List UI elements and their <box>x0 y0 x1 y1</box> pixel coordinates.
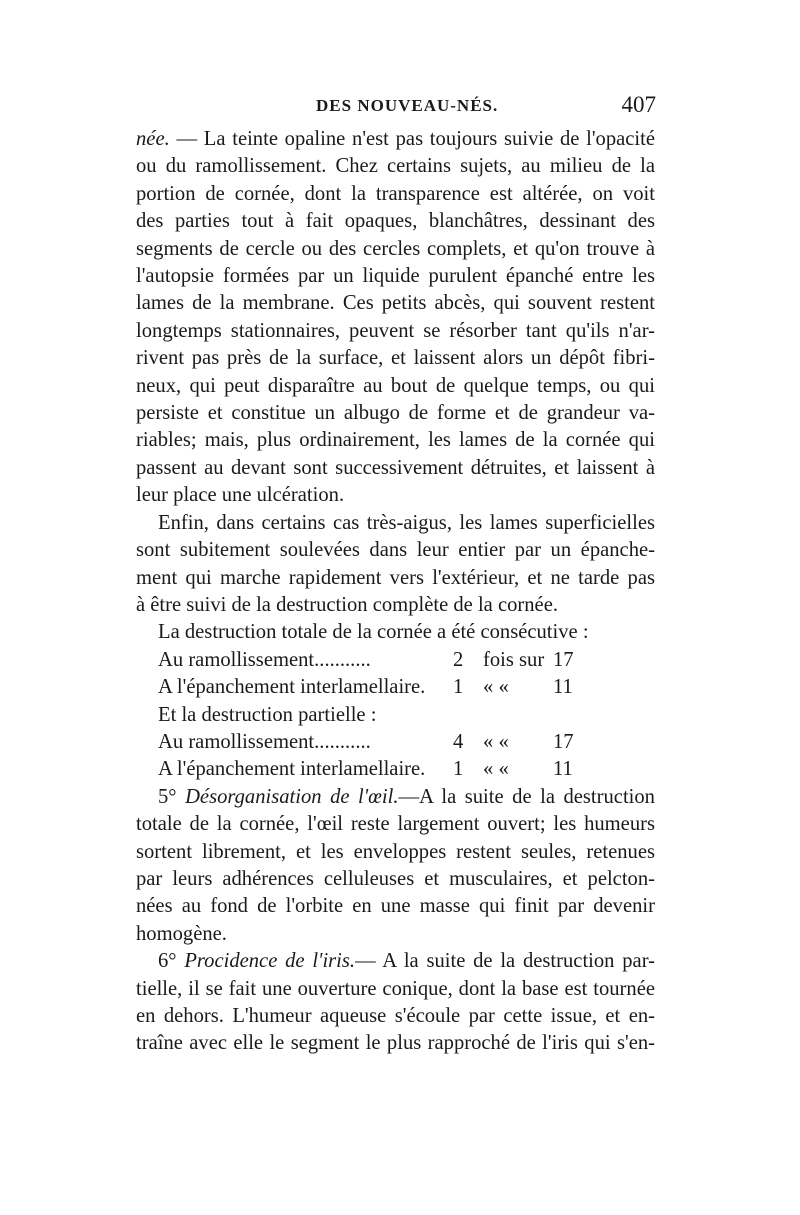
stats-total: 17 <box>553 730 574 753</box>
text-line: en dehors. L'humeur aqueuse s'écoule par cette issue, et en- <box>136 1005 655 1027</box>
stats-label: A l'épanchement interlamellaire. <box>158 676 426 699</box>
text-line: leur place une ulcération. <box>136 484 345 507</box>
text-line: sont subitement soulevées dans leur entier par un épanche- <box>136 539 655 562</box>
text-line: segments de cercle ou des cercles complets, et qu'on trouve à <box>136 237 655 260</box>
stats-unit: « « <box>483 676 509 699</box>
stats-row <box>136 756 655 783</box>
text-line: des parties tout à fait opaques, blanchâtres, dessinant des <box>136 210 655 233</box>
stats-unit: fois sur <box>483 648 545 671</box>
text-line: à être suivi de la destruction complète de la cornée. <box>136 593 558 616</box>
text-line: ou du ramollissement. Chez certains sujets, au milieu de la <box>136 155 655 178</box>
stats-total: 11 <box>553 676 573 699</box>
text-line <box>136 126 655 153</box>
page-number: 407 <box>621 92 656 117</box>
stats-label: Au ramollissement........... <box>158 648 371 671</box>
text-line: homogène. <box>136 922 227 945</box>
stats-row <box>136 647 655 674</box>
text-fragment: — A la suite de la destruction par- <box>355 950 655 973</box>
section-6-heading-line <box>136 948 655 975</box>
text-line: passent au devant sont successivement détruites, et laissent à <box>136 456 655 479</box>
text-fragment: —A la suite de la destruction <box>398 785 655 808</box>
text-line: longtemps stationnaires, peuvent se résorber tant qu'ils n'ar- <box>136 319 655 342</box>
text-line: persiste et constitue un albugo de forme et de grandeur va- <box>136 402 655 425</box>
text-fragment: — La teinte opaline n'est pas toujours suivie de l'opacité <box>169 128 655 150</box>
stats-intro-total: La destruction totale de la cornée a été consécutive : <box>158 621 589 644</box>
running-title: DES NOUVEAU-NÉS. <box>316 96 499 115</box>
text-line: neux, qui peut disparaître au bout de quelque temps, ou qui <box>136 374 655 397</box>
stats-total: 11 <box>553 758 573 781</box>
italic-fragment: né <box>136 128 156 150</box>
body-text <box>136 126 655 1058</box>
stats-label: A l'épanchement interlamellaire. <box>158 758 426 781</box>
text-line: traîne avec elle le segment le plus rapproché de l'iris qui s'en- <box>136 1032 655 1055</box>
section-heading: Procidence de l'iris. <box>184 950 356 973</box>
stats-unit: « « <box>483 758 509 781</box>
running-head <box>0 92 800 122</box>
stats-row <box>136 729 655 756</box>
stats-unit: « « <box>483 730 509 753</box>
stats-count: 4 <box>453 730 464 753</box>
section-number: 5° <box>158 785 177 808</box>
section-heading: Désorganisation de l'œil. <box>185 785 399 808</box>
text-line: rivent pas près de la surface, et laissent alors un dépôt fibri- <box>136 347 655 370</box>
stats-total: 17 <box>553 648 574 671</box>
text-line: sortent librement, et les enveloppes restent seules, retenues <box>136 840 655 863</box>
stats-count: 2 <box>453 648 464 671</box>
text-line: portion de cornée, dont la transparence est altérée, on voit <box>136 182 655 205</box>
stats-count: 1 <box>453 676 464 699</box>
text-line: par leurs adhérences celluleuses et musculaires, et pelcton- <box>136 867 655 890</box>
text-line: nées au fond de l'orbite en une masse qui finit par devenir <box>136 895 655 918</box>
stats-intro-partial: Et la destruction partielle : <box>158 703 377 726</box>
text-line: Enfin, dans certains cas très-aigus, les lames superficielles <box>158 511 655 534</box>
text-line: tielle, il se fait une ouverture conique, dont la base est tournée <box>136 977 655 1000</box>
section-5-heading-line <box>136 784 655 811</box>
stats-row <box>136 674 655 701</box>
text-line: totale de la cornée, l'œil reste largement ouvert; les humeurs <box>136 813 655 836</box>
text-line: l'autopsie formées par un liquide purulent épanché entre les <box>136 265 655 288</box>
section-number: 6° <box>158 950 177 973</box>
stats-count: 1 <box>453 758 464 781</box>
italic-fragment: e. <box>155 128 170 150</box>
text-line: ment qui marche rapidement vers l'extérieur, et ne tarde pas <box>136 566 655 589</box>
text-line: riables; mais, plus ordinairement, les lames de la cornée qui <box>136 429 655 452</box>
stats-label: Au ramollissement........... <box>158 730 371 753</box>
text-line: lames de la membrane. Ces petits abcès, qui souvent restent <box>136 292 655 315</box>
